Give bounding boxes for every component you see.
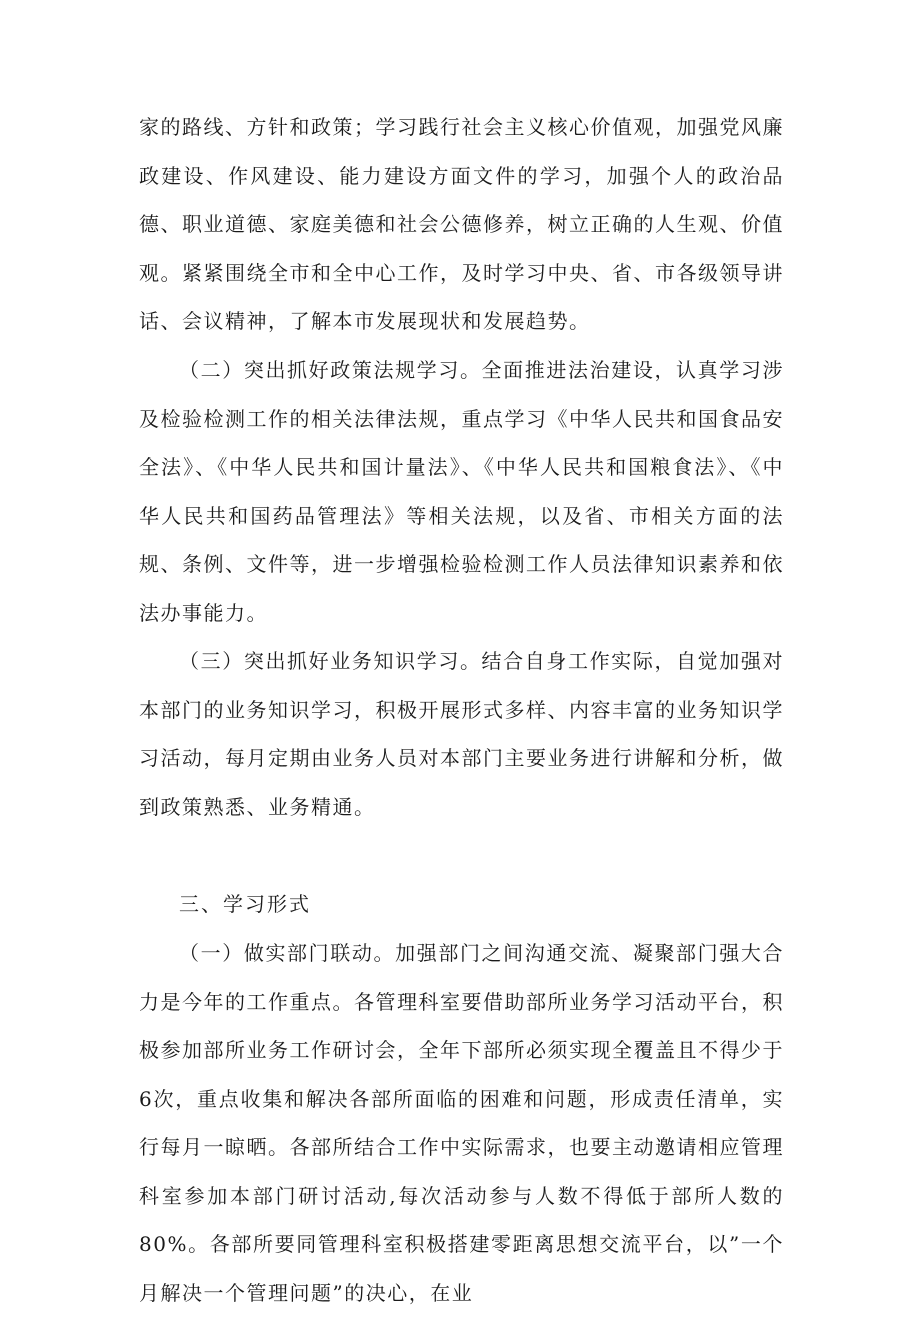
paragraph-policy-regulations: （二）突出抓好政策法规学习。全面推进法治建设，认真学习涉及检验检测工作的相关法律法规，重点学习《中华人民共和国食品安全法》、《中华人民共和国计量法》、《中华人民共和国粮食法》、《中华人民共和国药品管理法》等相关法规，以及省、市相关方面的法规、条例、文件等，进一步增强检验检测工作人员法律知识素养和依法办事能力。: [139, 358, 784, 625]
paragraph-department-linkage: （一）做实部门联动。加强部门之间沟通交流、凝聚部门强大合力是今年的工作重点。各管理科室要借助部所业务学习活动平台，积极参加部所业务工作研讨会，全年下部所必须实现全覆盖且不得少于6次，重点收集和解决各部所面临的困难和问题，形成责任清单，实行每月一晾晒。各部所结合工作中实际需求，也要主动邀请相应管理科室参加本部门研讨活动,每次活动参与人数不得低于部所人数的80%。各部所要同管理科室积极搭建零距离思想交流平台，以”一个月解决一个管理问题”的决心，在业: [139, 941, 784, 1305]
paragraph-study-content: 家的路线、方针和政策；学习践行社会主义核心价值观，加强党风廉政建设、作风建设、能力建设方面文件的学习，加强个人的政治品德、职业道德、家庭美德和社会公德修养，树立正确的人生观、价值观。紧紧围绕全市和全中心工作，及时学习中央、省、市各级领导讲话、会议精神，了解本市发展现状和发展趋势。: [139, 115, 784, 333]
paragraph-business-knowledge: （三）突出抓好业务知识学习。结合自身工作实际，自觉加强对本部门的业务知识学习，积极开展形式多样、内容丰富的业务知识学习活动，每月定期由业务人员对本部门主要业务进行讲解和分析，做到政策熟悉、业务精通。: [139, 649, 784, 819]
section-heading-study-forms: 三、学习形式: [179, 892, 311, 916]
